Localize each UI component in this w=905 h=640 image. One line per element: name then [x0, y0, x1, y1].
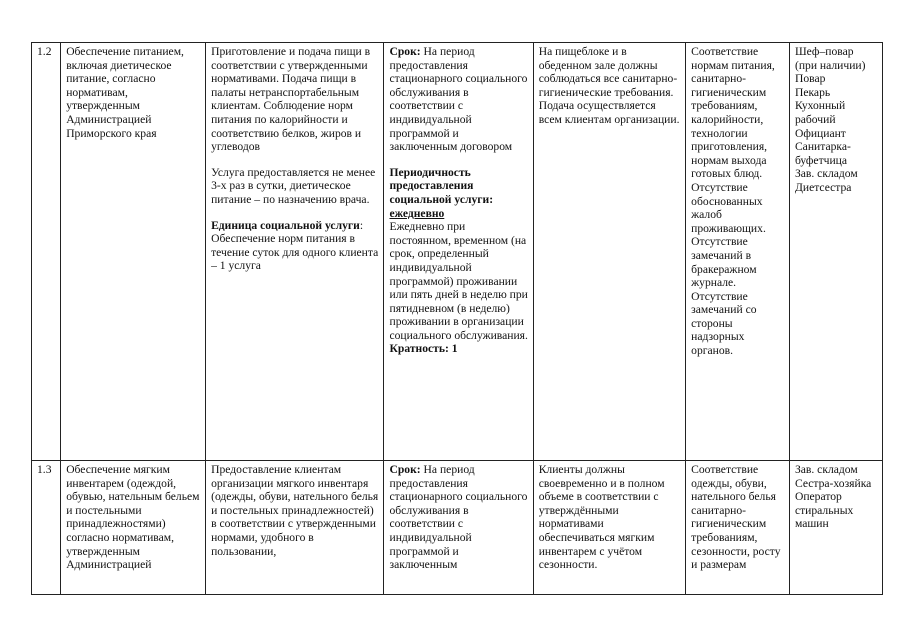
term-label: Срок: [389, 463, 421, 476]
period-label: Периодичность предоставления социальной услуги: [389, 165, 494, 206]
conditions-cell [533, 461, 685, 595]
table-row [32, 461, 883, 595]
period-value: ежедневно [389, 206, 445, 220]
staff-item: Санитарка-буфетчица [794, 140, 851, 167]
staff-item: Кухонный рабочий [794, 99, 846, 126]
term-label: Срок: [389, 45, 421, 58]
unit-colon: : [359, 218, 364, 232]
period-text: Ежедневно при постоянном, временном (на срок, определенный индивидуальной программой) проживании или пять дней в неделю при пятидневном (в неделю) проживании в организации социального обслуживания. [389, 220, 528, 342]
criteria-text: Соответствие одежды, обуви, нательного белья санитарно-гигиеническим требованиям, сезонности, росту и размерам [691, 463, 781, 572]
staff-item: Официант [794, 126, 846, 140]
term-cell [384, 43, 533, 461]
service-name: Обеспечение питанием, включая диетическое питание, согласно нормативам, утвержденным Администрацией Приморского края [66, 45, 184, 140]
unit-text: Обеспечение норм питания в течение суток для одного клиента – 1 услуга [211, 232, 379, 273]
staff-item: Зав. складом [794, 463, 858, 476]
row-number-cell [32, 43, 61, 461]
staff-item: Зав. складом [794, 167, 858, 181]
conditions-text: На пищеблоке и в обеденном зале должны соблюдаться все санитарно-гигиенические требования. Подача осуществляется всем клиентам организации. [538, 45, 680, 126]
staff-cell [789, 43, 882, 461]
row-number: 1.2 [37, 45, 52, 58]
criteria-cell [686, 43, 790, 461]
staff-item: Диетсестра [794, 180, 852, 194]
staff-cell [789, 461, 882, 595]
staff-item: Повар [794, 72, 826, 86]
description-paragraph: Приготовление и подача пищи в соответствии с утвержденными нормативами. Подача пищи в палаты нетранспортабельным клиентам. Соблюдение норм питания по калорийности и соответствию белков, жиров и углеводов [211, 45, 371, 154]
table-row [32, 43, 883, 461]
criteria-text: Соответствие нормам питания, санитарно-гигиеническим требованиям, калорийности, технологии приготовления, нормам выхода готовых блюд. Отсутствие обоснованных жалоб проживающих. Отсутствие замечаний в бракеражном журнале. Отсутствие замечаний со стороны надзорных органов. [691, 45, 775, 358]
staff-item: Шеф–повар (при наличии) [794, 45, 866, 72]
term-text: На период предоставления стационарного социального обслуживания в соответствии с индивидуальной программой и заключенным [389, 463, 528, 572]
service-name: Обеспечение мягким инвентарем (одеждой, обувью, нательным бельем и постельными принадлежностями) согласно нормативам, утвержденным Администрацией [66, 463, 200, 572]
service-name-cell [61, 43, 206, 461]
row-number-cell [32, 461, 61, 595]
conditions-cell [533, 43, 685, 461]
description-cell [206, 461, 384, 595]
staff-item: Оператор стиральных машин [794, 490, 854, 531]
frequency-label: Кратность: 1 [389, 342, 458, 356]
term-text: На период предоставления стационарного социального обслуживания в соответствии с индивидуальной программой и заключенным договором [389, 45, 528, 154]
unit-label: Единица социальной услуги [211, 218, 360, 232]
staff-item: Сестра-хозяйка [794, 476, 872, 490]
term-cell [384, 461, 533, 595]
service-name-cell [61, 461, 206, 595]
services-table [31, 42, 883, 595]
staff-item: Пекарь [794, 85, 831, 99]
row-number: 1.3 [37, 463, 52, 476]
description-paragraph: Услуга предоставляется не менее 3-х раз в сутки, диетическое питание – по назначению врача. [211, 165, 376, 206]
criteria-cell [686, 461, 790, 595]
description-cell [206, 43, 384, 461]
conditions-text: Клиенты должны своевременно и в полном объеме в соответствии с утверждёнными нормативами обеспечиваться мягким инвентарем с учётом сезонности. [538, 463, 665, 572]
description-paragraph: Предоставление клиентам организации мягкого инвентаря (одежды, обуви, нательного белья и постельных принадлежностей) в соответствии с утвержденными нормами, удобного в пользовании, [211, 463, 379, 558]
